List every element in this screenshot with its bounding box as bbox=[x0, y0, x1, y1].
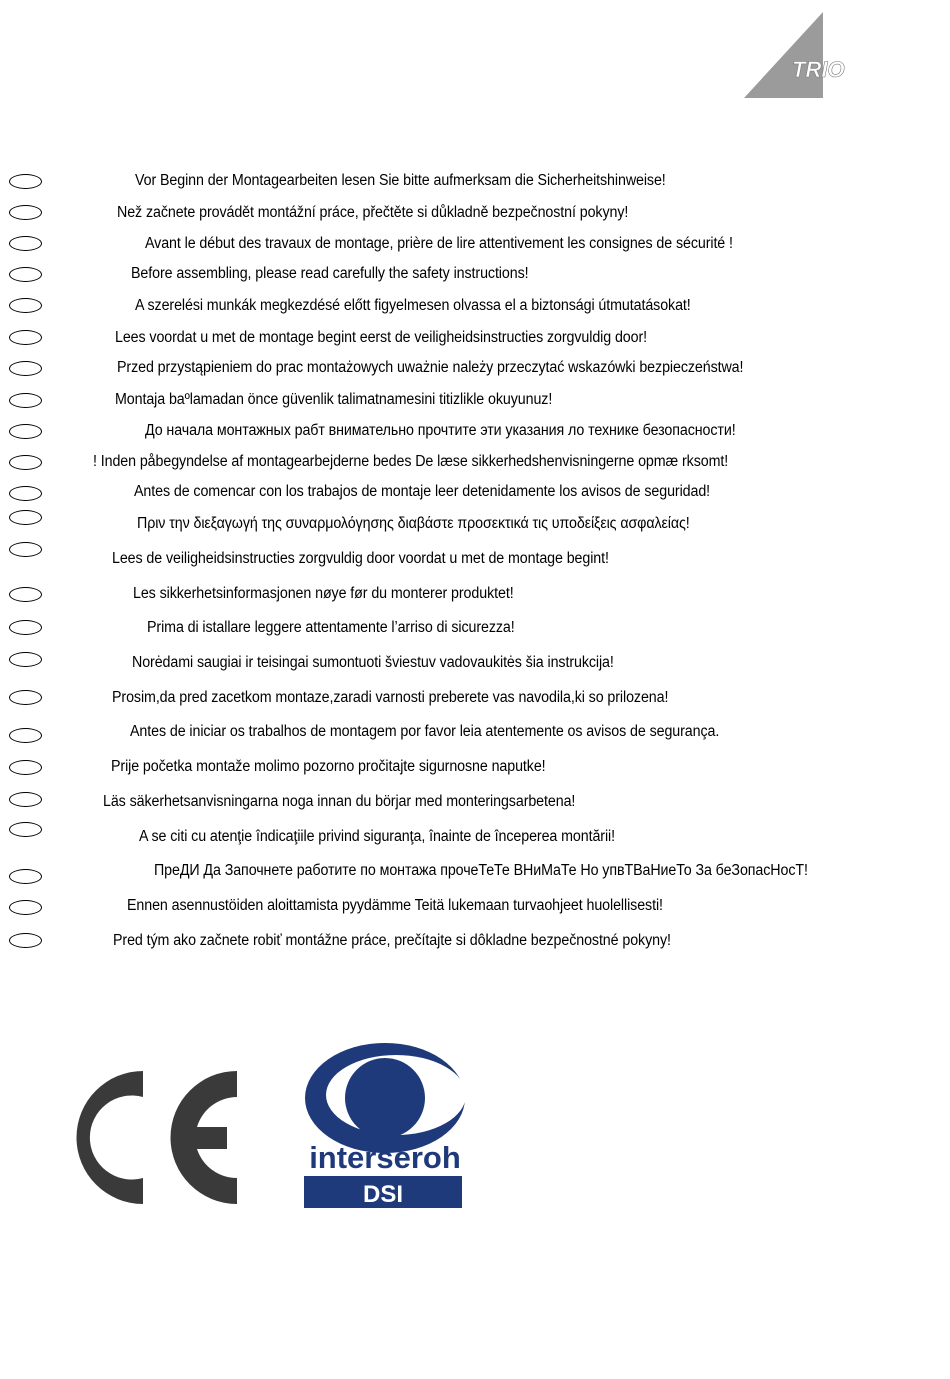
safety-notice-line: Ennen asennustöiden aloittamista pyydämme Teitä lukemaan turvaohjeet huolellisesti! bbox=[127, 897, 663, 914]
safety-notice-line: Prosim,da pred zacetkom montaze,zaradi varnosti preberete vas navodila,ki so prilozena! bbox=[112, 689, 669, 706]
safety-notice-line: Läs säkerhetsanvisningarna noga innan du börjar med monteringsarbetena! bbox=[103, 793, 576, 810]
checkbox-bubble bbox=[9, 393, 42, 408]
safety-notice-line: Avant le début des travaux de montage, prière de lire attentivement les consignes de sécurité ! bbox=[145, 235, 733, 252]
checkbox-bubble bbox=[9, 869, 42, 884]
safety-notice-line: Les sikkerhetsinformasjonen nøye før du monterer produktet! bbox=[133, 585, 514, 602]
safety-notice-line: Lees de veiligheidsinstructies zorgvuldig door voordat u met de montage begint! bbox=[112, 550, 609, 567]
ce-mark-c-glyph bbox=[77, 1071, 143, 1204]
checkbox-bubble bbox=[9, 455, 42, 470]
checkbox-bubble bbox=[9, 205, 42, 220]
checkbox-bubble bbox=[9, 620, 42, 635]
safety-notice-line: Prima di istallare leggere attentamente l’arriso di sicurezza! bbox=[147, 619, 515, 636]
safety-notice-line: A szerelési munkák megkezdésé előtt figyelmesen olvassa el a biztonsági útmutatásokat! bbox=[135, 297, 691, 314]
safety-notice-line: Než začnete provádět montážní práce, přečtěte si důkladně bezpečnostní pokyny! bbox=[117, 204, 629, 221]
ce-mark-logo bbox=[55, 1065, 245, 1210]
safety-notice-line: Antes de comencar con los trabajos de montaje leer detenidamente los avisos de seguridad! bbox=[134, 483, 711, 500]
checkbox-bubble bbox=[9, 236, 42, 251]
checkbox-bubble bbox=[9, 510, 42, 525]
safety-notice-line: Norėdami saugiai ir teisingai sumontuoti šviestuv vadovaukitės šia instrukcija! bbox=[132, 654, 614, 671]
trio-logo-text: TRIO bbox=[792, 57, 845, 82]
safety-notice-line: Vor Beginn der Montagearbeiten lesen Sie bitte aufmerksam die Sicherheitshinweise! bbox=[135, 172, 666, 189]
trio-logo bbox=[740, 10, 860, 102]
checkbox-bubble bbox=[9, 933, 42, 948]
ce-mark-e-glyph bbox=[171, 1071, 238, 1204]
checkbox-bubble bbox=[9, 690, 42, 705]
checkbox-bubble bbox=[9, 361, 42, 376]
trio-logo-triangle bbox=[744, 12, 823, 98]
interseroh-dsi-logo bbox=[300, 1040, 470, 1215]
safety-notice-line: Lees voordat u met de montage begint eerst de veiligheidsinstructies zorgvuldig door! bbox=[115, 329, 648, 346]
safety-notice-line: Antes de iniciar os trabalhos de montagem por favor leia atentemente os avisos de segurança. bbox=[130, 723, 720, 740]
checkbox-bubble bbox=[9, 330, 42, 345]
checkbox-bubble bbox=[9, 822, 42, 837]
safety-notice-line: ! Inden påbegyndelse af montagearbejderne bedes De læse sikkerhedshenvisningerne opmæ rksomt! bbox=[93, 453, 729, 470]
safety-notice-line: Πριν την διεξαγωγή της συναρμολόγησης διαβάστε προσεκτικά τις υποδείξεις ασφαλείας! bbox=[137, 515, 690, 532]
safety-notice-line: Before assembling, please read carefully the safety instructions! bbox=[131, 265, 529, 282]
checkbox-bubble bbox=[9, 486, 42, 501]
checkbox-bubble bbox=[9, 174, 42, 189]
checkbox-bubble bbox=[9, 298, 42, 313]
checkbox-bubble bbox=[9, 424, 42, 439]
checkbox-bubble bbox=[9, 587, 42, 602]
safety-notice-line: ПреДИ Да Започнете работите по монтажа прочеТеТе ВНиМаТе Но упвТВаНиеТо За беЗопасНосТ! bbox=[154, 862, 808, 879]
checkbox-bubble bbox=[9, 267, 42, 282]
checkbox-bubble bbox=[9, 728, 42, 743]
safety-notice-line: Montaja baºlamadan önce güvenlik talimatnamesini titizlikle okuyunuz! bbox=[115, 391, 553, 408]
checkbox-bubble bbox=[9, 900, 42, 915]
safety-notice-line: A se citi cu atenţie îndicaţiile privind siguranţa, înainte de începerea montării! bbox=[139, 828, 615, 845]
safety-notice-line: Prije početka montaže molimo pozorno pročitajte sigurnosne naputke! bbox=[111, 758, 546, 775]
safety-notice-line: Przed przystąpieniem do prac montażowych uważnie należy przeczytać wskazówki bezpieczeństwa! bbox=[117, 359, 744, 376]
checkbox-bubble bbox=[9, 542, 42, 557]
safety-notice-line: До начала монтажных рабт внимательно прочтите эти указания ло технике безопасности! bbox=[145, 422, 736, 439]
checkbox-bubble bbox=[9, 760, 42, 775]
interseroh-wordmark: interseroh bbox=[309, 1140, 461, 1175]
checkbox-bubble bbox=[9, 792, 42, 807]
checkbox-bubble bbox=[9, 652, 42, 667]
safety-notice-line: Pred tým ako začnete robiť montážne práce, prečítajte si dôkladne bezpečnostné pokyny! bbox=[113, 932, 671, 949]
interseroh-inner-circle bbox=[345, 1058, 425, 1138]
dsi-label: DSI bbox=[362, 1181, 404, 1208]
